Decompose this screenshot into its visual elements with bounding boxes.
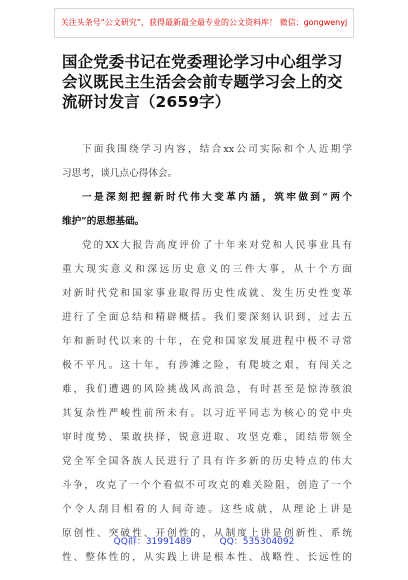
banner-text: 关注头条号“公文研究”，获得最新最全最专业的公文资料库！ 微信：gongwenyj — [60, 18, 348, 27]
qq-text: QQ：535304092 — [219, 537, 295, 547]
body-line: 对新时代党和国家事业取得历史性成就、发生历史性变革 — [62, 288, 352, 299]
body-line: 党的XX大报告高度评价了十年来对党和人民事业具有 — [82, 240, 352, 251]
title-line: 国企党委书记在党委理论学习中心组学习 — [62, 53, 343, 71]
qq-group-text: QQ群：31991489 — [113, 537, 192, 547]
document-body — [62, 138, 352, 570]
body-line: 审时度势、果敢抉择，锐意进取、攻坚克难，团结带领全 — [62, 432, 352, 443]
body-line: 个令人刮目相看的人间奇迹。这些成就，从理论上讲是 — [62, 504, 352, 515]
body-line: 重大现实意义和深远历史意义的三件大事，从十个方面 — [62, 264, 352, 275]
header-banner — [54, 8, 354, 38]
footer-contact — [0, 534, 408, 547]
section-heading — [62, 186, 352, 234]
body-line: 习思考，谈几点心得体会。 — [62, 168, 178, 179]
document-title — [62, 52, 352, 112]
body-line: 下面我围绕学习内容，结合xx公司实际和个人近期学 — [82, 144, 352, 155]
body-line: 性、整体性的，从实践上讲是根本性、战略性、长远性的 — [62, 552, 352, 563]
title-line: 会议既民主生活会会前专题学习会上的交 — [62, 73, 343, 91]
body-paragraph — [62, 234, 352, 570]
body-line: 进行了全面总结和精辟概括。我们要深刻认识到，过去五 — [62, 312, 352, 323]
body-line: 其复杂性严峻性前所未有。以习近平同志为核心的党中央 — [62, 408, 352, 419]
body-line: 党全军全国各族人民进行了具有许多新的历史特点的伟大 — [62, 456, 352, 467]
body-line: 斗争，攻克了一个个看似不可攻克的难关险阻，创造了一个 — [62, 480, 352, 491]
body-line: 极不平凡。这十年，有涉滩之险，有爬坡之艰，有闯关之 — [62, 360, 352, 371]
body-line: 原创性、突破性、开创性的，从制度上讲是创新性、系统 — [62, 528, 352, 539]
intro-paragraph — [62, 138, 352, 186]
body-line: 难，我们遭遇的风险挑战风高浪急，有时甚至是惊涛骇浪 — [62, 384, 352, 395]
title-line: 流研讨发言（2659字） — [62, 93, 231, 111]
body-line: 维护”的思想基础。 — [62, 216, 145, 227]
body-line: 一是深刻把握新时代伟大变革内涵，筑牢做到“两个 — [82, 192, 352, 203]
body-line: 年和新时代以来的十年，在党和国家发展进程中极不寻常 — [62, 336, 352, 347]
